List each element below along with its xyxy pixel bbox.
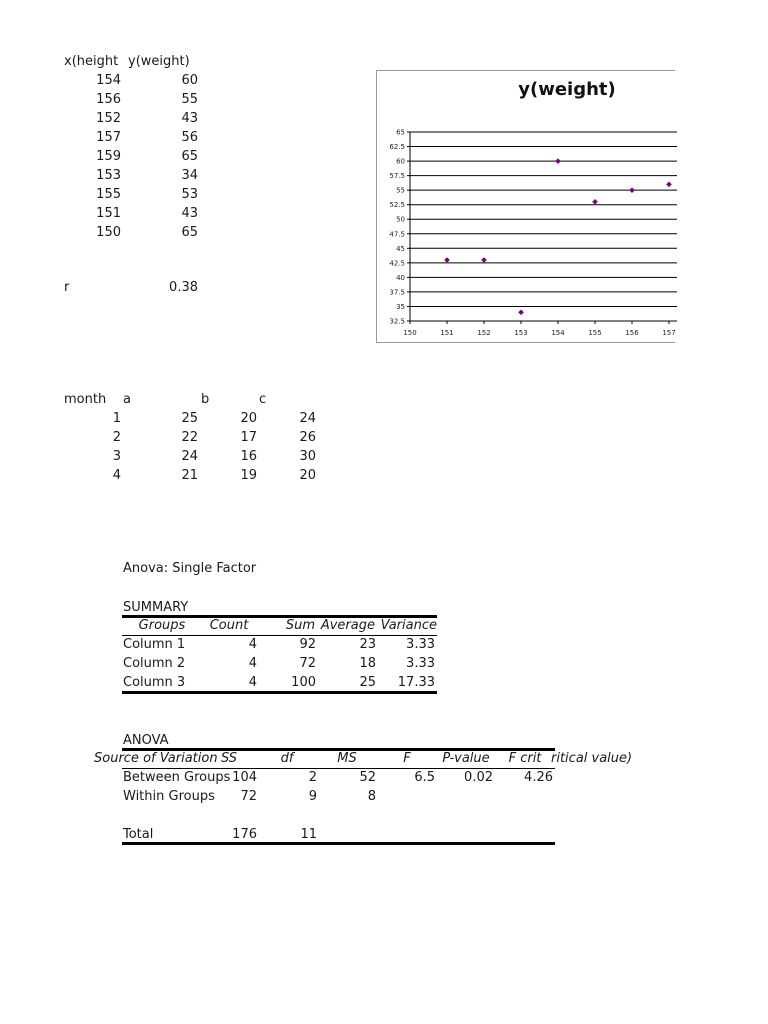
chart-title: y(weight) xyxy=(518,79,616,100)
chart-x-ticks xyxy=(403,321,675,337)
summary-value[interactable]: 4 xyxy=(248,637,257,652)
weight-scatter-chart[interactable] xyxy=(376,70,675,343)
y-tick-label: 65 xyxy=(396,128,405,137)
summary-header-cell[interactable]: Sum xyxy=(285,618,315,633)
anova-value[interactable]: 8 xyxy=(367,789,376,804)
height-value[interactable]: 159 xyxy=(96,149,121,164)
weight-value[interactable]: 65 xyxy=(181,149,198,164)
y-tick-label: 55 xyxy=(396,186,405,195)
scatter-point[interactable] xyxy=(555,158,561,164)
anova-label[interactable]: ANOVA xyxy=(123,733,169,748)
months-cell[interactable]: 25 xyxy=(181,411,198,426)
months-cell[interactable]: 26 xyxy=(299,430,316,445)
height-value[interactable]: 150 xyxy=(96,225,121,240)
months-cell[interactable]: 2 xyxy=(112,430,121,445)
months-cell[interactable]: 24 xyxy=(181,449,198,464)
summary-value[interactable]: 72 xyxy=(299,656,316,671)
weight-value[interactable]: 60 xyxy=(181,73,198,88)
chart-y-ticks xyxy=(389,129,405,326)
scatter-point[interactable] xyxy=(592,199,598,205)
months-header-month[interactable]: month xyxy=(64,392,107,407)
weight-value[interactable]: 55 xyxy=(181,92,198,107)
scatter-point[interactable] xyxy=(444,257,450,263)
y-tick-label: 50 xyxy=(396,215,405,224)
anova-value[interactable]: 104 xyxy=(232,770,257,785)
summary-value[interactable]: 17.33 xyxy=(397,675,435,690)
height-value[interactable]: 152 xyxy=(96,111,121,126)
summary-header-cell[interactable]: Count xyxy=(209,618,249,633)
summary-value[interactable]: 3.33 xyxy=(406,637,435,652)
summary-value[interactable]: 4 xyxy=(248,656,257,671)
x-tick-label: 154 xyxy=(551,329,565,337)
anova-header-cell[interactable]: SS xyxy=(220,751,238,766)
x-tick-label: 153 xyxy=(514,329,528,337)
months-cell[interactable]: 17 xyxy=(240,430,257,445)
y-tick-label: 40 xyxy=(396,273,405,282)
anova-value[interactable]: 0.02 xyxy=(464,770,493,785)
x-tick-label: 155 xyxy=(588,329,602,337)
r-label[interactable]: r xyxy=(64,280,70,295)
anova-title[interactable]: Anova: Single Factor xyxy=(123,561,257,576)
anova-value[interactable]: 72 xyxy=(240,789,257,804)
y-tick-label: 37.5 xyxy=(389,288,405,297)
y-tick-label: 60 xyxy=(396,157,405,166)
summary-label[interactable]: SUMMARY xyxy=(123,600,189,615)
height-value[interactable]: 155 xyxy=(96,187,121,202)
months-cell[interactable]: 16 xyxy=(240,449,257,464)
summary-group-name[interactable]: Column 2 xyxy=(123,656,186,671)
height-value[interactable]: 153 xyxy=(96,168,121,183)
months-header-b[interactable]: b xyxy=(201,392,210,407)
summary-group-name[interactable]: Column 3 xyxy=(123,675,186,690)
months-cell[interactable]: 20 xyxy=(299,468,316,483)
summary-header-cell[interactable]: Groups xyxy=(138,618,186,633)
x-tick-label: 152 xyxy=(477,329,491,337)
y-tick-label: 47.5 xyxy=(389,230,405,239)
months-cell[interactable]: 30 xyxy=(299,449,316,464)
summary-group-name[interactable]: Column 1 xyxy=(123,637,186,652)
weight-value[interactable]: 34 xyxy=(181,168,198,183)
weight-value[interactable]: 56 xyxy=(181,130,198,145)
anova-value[interactable]: 4.26 xyxy=(524,770,553,785)
weight-value[interactable]: 43 xyxy=(181,206,198,221)
anova-header-rule xyxy=(122,768,555,769)
weight-value[interactable]: 53 xyxy=(181,187,198,202)
anova-value[interactable]: 52 xyxy=(359,770,376,785)
anova-total-df[interactable]: 11 xyxy=(300,827,317,842)
anova-header-cell[interactable]: F crit xyxy=(508,751,542,766)
months-header-a[interactable]: a xyxy=(123,392,131,407)
header-y[interactable]: y(weight) xyxy=(128,54,190,69)
summary-bottom-rule xyxy=(122,691,437,694)
x-tick-label: 156 xyxy=(625,329,639,337)
anova-total-ss[interactable]: 176 xyxy=(232,827,257,842)
months-cell[interactable]: 22 xyxy=(181,430,198,445)
months-cell[interactable]: 1 xyxy=(112,411,121,426)
months-cell[interactable]: 4 xyxy=(112,468,121,483)
height-value[interactable]: 151 xyxy=(96,206,121,221)
height-value[interactable]: 154 xyxy=(96,73,121,88)
scatter-point[interactable] xyxy=(666,182,672,188)
anova-value[interactable]: 2 xyxy=(308,770,317,785)
anova-header-cell[interactable]: Source of Variation xyxy=(94,751,218,766)
summary-header-rule xyxy=(122,635,437,636)
scatter-point[interactable] xyxy=(481,257,487,263)
y-tick-label: 32.5 xyxy=(389,317,405,326)
weight-value[interactable]: 65 xyxy=(181,225,198,240)
months-cell[interactable]: 20 xyxy=(240,411,257,426)
anova-header-cell[interactable]: P-value xyxy=(442,751,490,766)
months-cell[interactable]: 19 xyxy=(240,468,257,483)
x-tick-label: 151 xyxy=(440,329,454,337)
y-tick-label: 57.5 xyxy=(389,172,405,181)
anova-value[interactable]: 9 xyxy=(308,789,317,804)
chart-grid xyxy=(407,132,677,321)
anova-source-name[interactable]: Between Groups xyxy=(123,770,231,785)
r-value[interactable]: 0.38 xyxy=(169,280,198,295)
height-value[interactable]: 156 xyxy=(96,92,121,107)
months-cell[interactable]: 21 xyxy=(181,468,198,483)
anova-bottom-rule xyxy=(122,842,555,845)
summary-value[interactable]: 23 xyxy=(359,637,376,652)
anova-source-name[interactable]: Within Groups xyxy=(123,789,215,804)
months-cell[interactable]: 3 xyxy=(112,449,121,464)
months-header-c[interactable]: c xyxy=(259,392,267,407)
anova-total-label[interactable]: Total xyxy=(123,827,154,842)
x-tick-label: 150 xyxy=(403,329,417,337)
header-x[interactable]: x(height xyxy=(64,54,119,69)
summary-value[interactable]: 18 xyxy=(359,656,376,671)
summary-header-cell[interactable]: Variance xyxy=(380,618,437,633)
y-tick-label: 45 xyxy=(396,244,405,253)
height-value[interactable]: 157 xyxy=(96,130,121,145)
y-tick-label: 35 xyxy=(396,302,405,311)
summary-header-cell[interactable]: Average xyxy=(320,618,375,633)
scatter-point[interactable] xyxy=(518,309,524,315)
summary-value[interactable]: 4 xyxy=(248,675,257,690)
summary-value[interactable]: 100 xyxy=(291,675,316,690)
anova-header-cell[interactable]: ritical value) xyxy=(551,751,633,766)
summary-value[interactable]: 92 xyxy=(299,637,316,652)
weight-value[interactable]: 43 xyxy=(181,111,198,126)
anova-value[interactable]: 6.5 xyxy=(414,770,435,785)
x-tick-label: 157 xyxy=(662,329,676,337)
scatter-point[interactable] xyxy=(629,187,635,193)
chart-canvas xyxy=(377,71,675,342)
summary-value[interactable]: 3.33 xyxy=(406,656,435,671)
anova-header-cell[interactable]: df xyxy=(280,751,294,766)
anova-header-cell[interactable]: F xyxy=(403,751,411,766)
anova-header-cell[interactable]: MS xyxy=(337,751,357,766)
summary-value[interactable]: 25 xyxy=(359,675,376,690)
months-cell[interactable]: 24 xyxy=(299,411,316,426)
y-tick-label: 62.5 xyxy=(389,143,405,152)
y-tick-label: 42.5 xyxy=(389,259,405,268)
y-tick-label: 52.5 xyxy=(389,201,405,210)
